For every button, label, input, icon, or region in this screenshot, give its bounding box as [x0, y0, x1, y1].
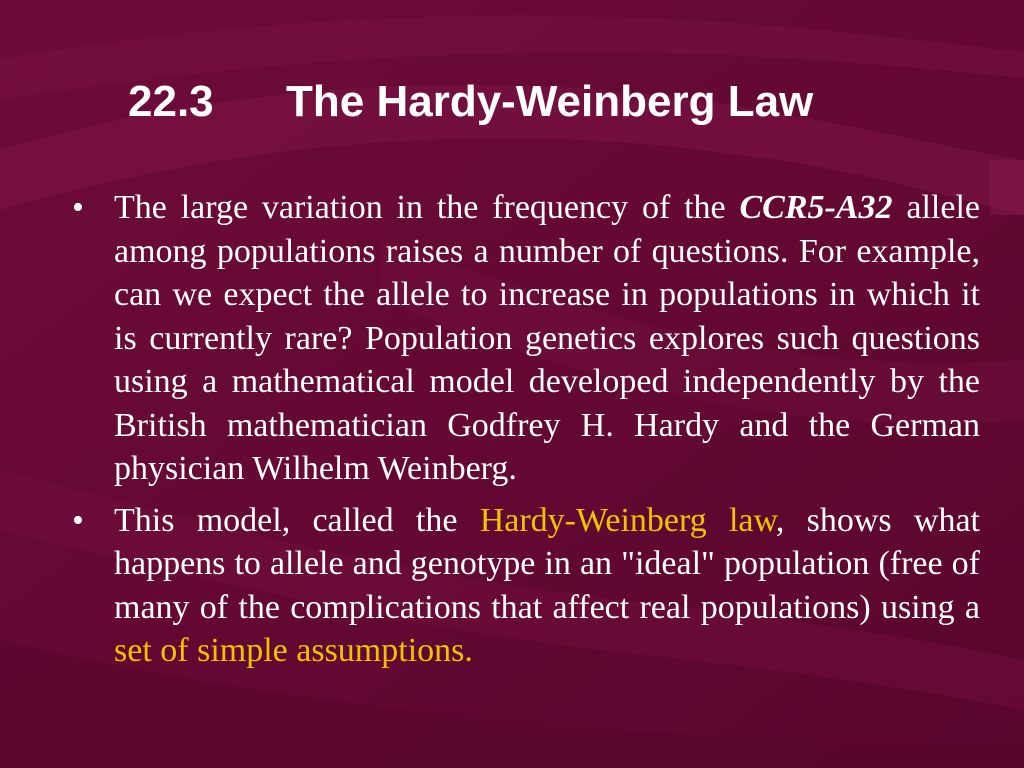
bullet-item-1	[72, 186, 980, 491]
bullet1-text-after: allele among populations raises a number of questions. For example, can we expect the allele to increase in populations in which it is currently rare? Population genetics explores such questions using a mathematical model developed independently by the British mathematician Godfrey H. Hardy and the German physician Wilhelm Weinberg.	[114, 189, 980, 487]
title-number: 22.3	[128, 77, 214, 126]
allele-name: CCR5-A32	[739, 189, 893, 226]
bullet2-text-middle: , shows what happens to allele and genotype in an "ideal" population (free of many of the complications that affect real populations) using a	[114, 501, 980, 626]
simple-assumptions-highlight: set of simple assumptions.	[114, 632, 473, 669]
title-text: The Hardy-Weinberg Law	[286, 77, 814, 126]
bullet-marker: •	[72, 189, 84, 226]
bullet-marker: •	[72, 501, 84, 539]
bullet1-text-before: The large variation in the frequency of the	[114, 189, 740, 226]
bullet-item-2	[72, 499, 980, 673]
slide-title	[128, 74, 813, 130]
hardy-weinberg-law-highlight: Hardy-Weinberg law	[479, 501, 776, 539]
bullet-list	[72, 186, 980, 681]
bullet2-text-before: This model, called the	[114, 501, 480, 539]
